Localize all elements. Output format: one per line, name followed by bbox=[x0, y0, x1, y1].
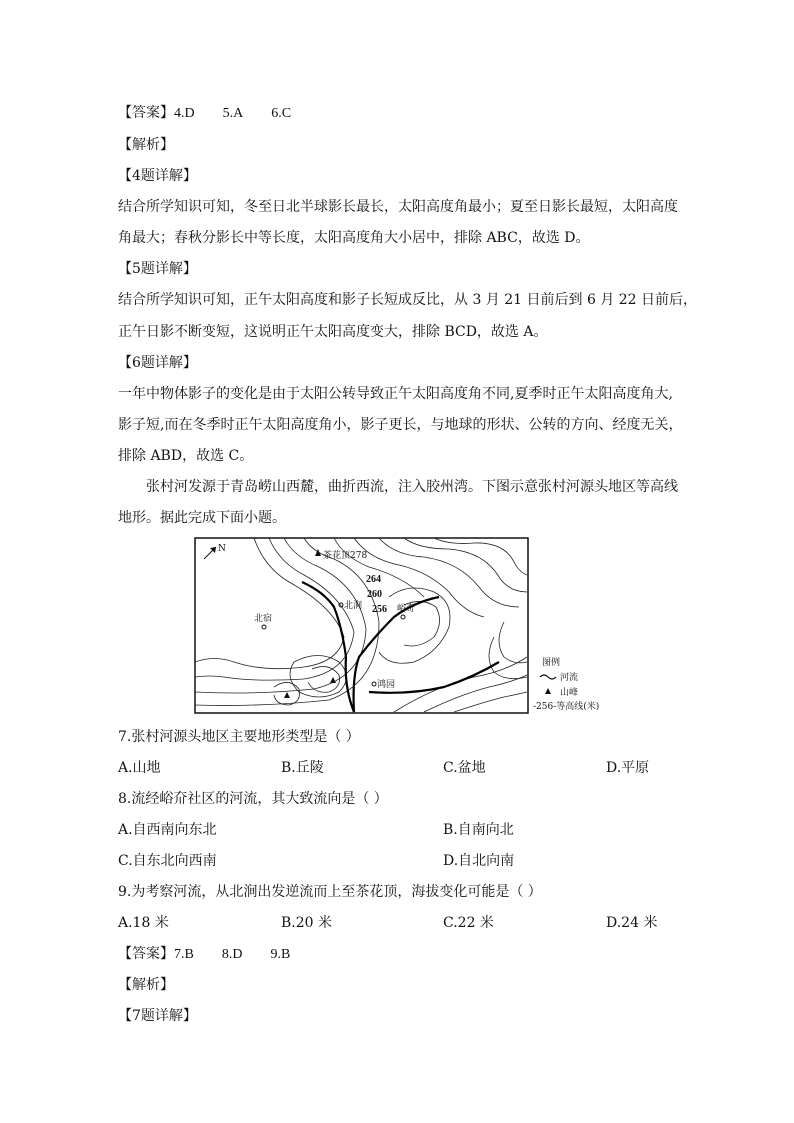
answer-label: 【答案】 bbox=[118, 946, 174, 962]
legend-river-icon bbox=[540, 675, 556, 679]
contour-label-264: 264 bbox=[366, 574, 381, 585]
place-hongyuan: 鸿园 bbox=[377, 680, 396, 690]
q9-option-d: D.24 米 bbox=[606, 915, 658, 931]
q8-option-b: B.自南向北 bbox=[443, 822, 514, 838]
q5-line-2: 正午日影不断变短，这说明正午太阳高度变大，排除 BCD，故选 A。 bbox=[118, 324, 548, 340]
q4-line-2: 角最大；春秋分影长中等长度，太阳高度角大小居中，排除 ABC，故选 D。 bbox=[118, 230, 590, 246]
q8-stem: 8.流经峪夼社区的河流，其大致流向是（ ） bbox=[118, 791, 388, 807]
q7-header: 【7题详解】 bbox=[118, 1008, 197, 1024]
legend-title: 图例 bbox=[542, 658, 561, 668]
intro-line-2: 地形。据此完成下面小题。 bbox=[118, 510, 286, 526]
q5-header: 【5题详解】 bbox=[118, 261, 197, 277]
q7-option-a: A.山地 bbox=[118, 760, 161, 776]
legend-river: 河流 bbox=[560, 673, 579, 683]
q8-option-a: A.自西南向东北 bbox=[118, 822, 217, 838]
place-yuqi: 峪奇 bbox=[397, 604, 416, 614]
place-beijian: 北涧 bbox=[344, 601, 363, 611]
contour-label-256: 256 bbox=[372, 604, 387, 615]
q6-header: 【6题详解】 bbox=[118, 355, 197, 371]
q6-line-1: 一年中物体影子的变化是由于太阳公转导致正午太阳高度角不同,夏季时正午太阳高度角大, bbox=[118, 386, 673, 402]
contour-label-260: 260 bbox=[367, 589, 382, 600]
q6-line-2: 影子短,而在冬季时正午太阳高度角小，影子更长，与地球的形状、公转的方向、经度无关， bbox=[118, 417, 683, 433]
q8-option-d: D.自北向南 bbox=[443, 853, 515, 869]
legend-contour: -256-等高线(米) bbox=[533, 702, 600, 712]
answer-row-1 bbox=[118, 103, 291, 124]
peak-label: 茶花顶278 bbox=[323, 551, 368, 561]
q7-option-b: B.丘陵 bbox=[281, 760, 324, 776]
north-label: N bbox=[218, 544, 226, 554]
answer-row-2 bbox=[118, 944, 290, 965]
analysis-heading-2: 【解析】 bbox=[118, 977, 174, 993]
answer-item: 9.B bbox=[270, 947, 291, 962]
intro-line-1: 张村河发源于青岛崂山西麓，曲折西流，注入胶州湾。下图示意张村河源头地区等高线 bbox=[146, 479, 678, 495]
q9-option-b: B.20 米 bbox=[281, 915, 333, 931]
q7-option-c: C.盆地 bbox=[443, 760, 486, 776]
contour-map bbox=[194, 537, 614, 717]
answer-item: 5.A bbox=[222, 106, 244, 121]
q5-line-1: 结合所学知识可知，正午太阳高度和影子长短成反比，从 3 月 21 日前后到 6 月 22 日前后， bbox=[118, 292, 698, 308]
analysis-heading: 【解析】 bbox=[118, 137, 174, 153]
place-beisu: 北宿 bbox=[254, 614, 273, 624]
q8-option-c: C.自东北向西南 bbox=[118, 853, 217, 869]
q4-line-1: 结合所学知识可知，冬至日北半球影长最长，太阳高度角最小；夏至日影长最短，太阳高度 bbox=[118, 199, 678, 215]
legend-peak-icon bbox=[545, 688, 551, 694]
q9-option-c: C.22 米 bbox=[443, 915, 494, 931]
q9-stem: 9.为考察河流，从北涧出发逆流而上至茶花顶，海拔变化可能是（ ） bbox=[118, 884, 542, 900]
q4-header: 【4题详解】 bbox=[118, 168, 197, 184]
q7-option-d: D.平原 bbox=[606, 760, 650, 776]
q6-line-3: 排除 ABD，故选 C。 bbox=[118, 448, 254, 464]
answer-item: 6.C bbox=[271, 106, 292, 121]
answer-item: 4.D bbox=[174, 106, 195, 121]
answer-item: 7.B bbox=[174, 947, 194, 962]
map-frame bbox=[195, 538, 528, 713]
answer-item: 8.D bbox=[221, 947, 243, 962]
legend-peak: 山峰 bbox=[560, 688, 579, 698]
q7-stem: 7.张村河源头地区主要地形类型是（ ） bbox=[118, 729, 360, 745]
answer-label: 【答案】 bbox=[118, 105, 174, 121]
q9-option-a: A.18 米 bbox=[118, 915, 169, 931]
